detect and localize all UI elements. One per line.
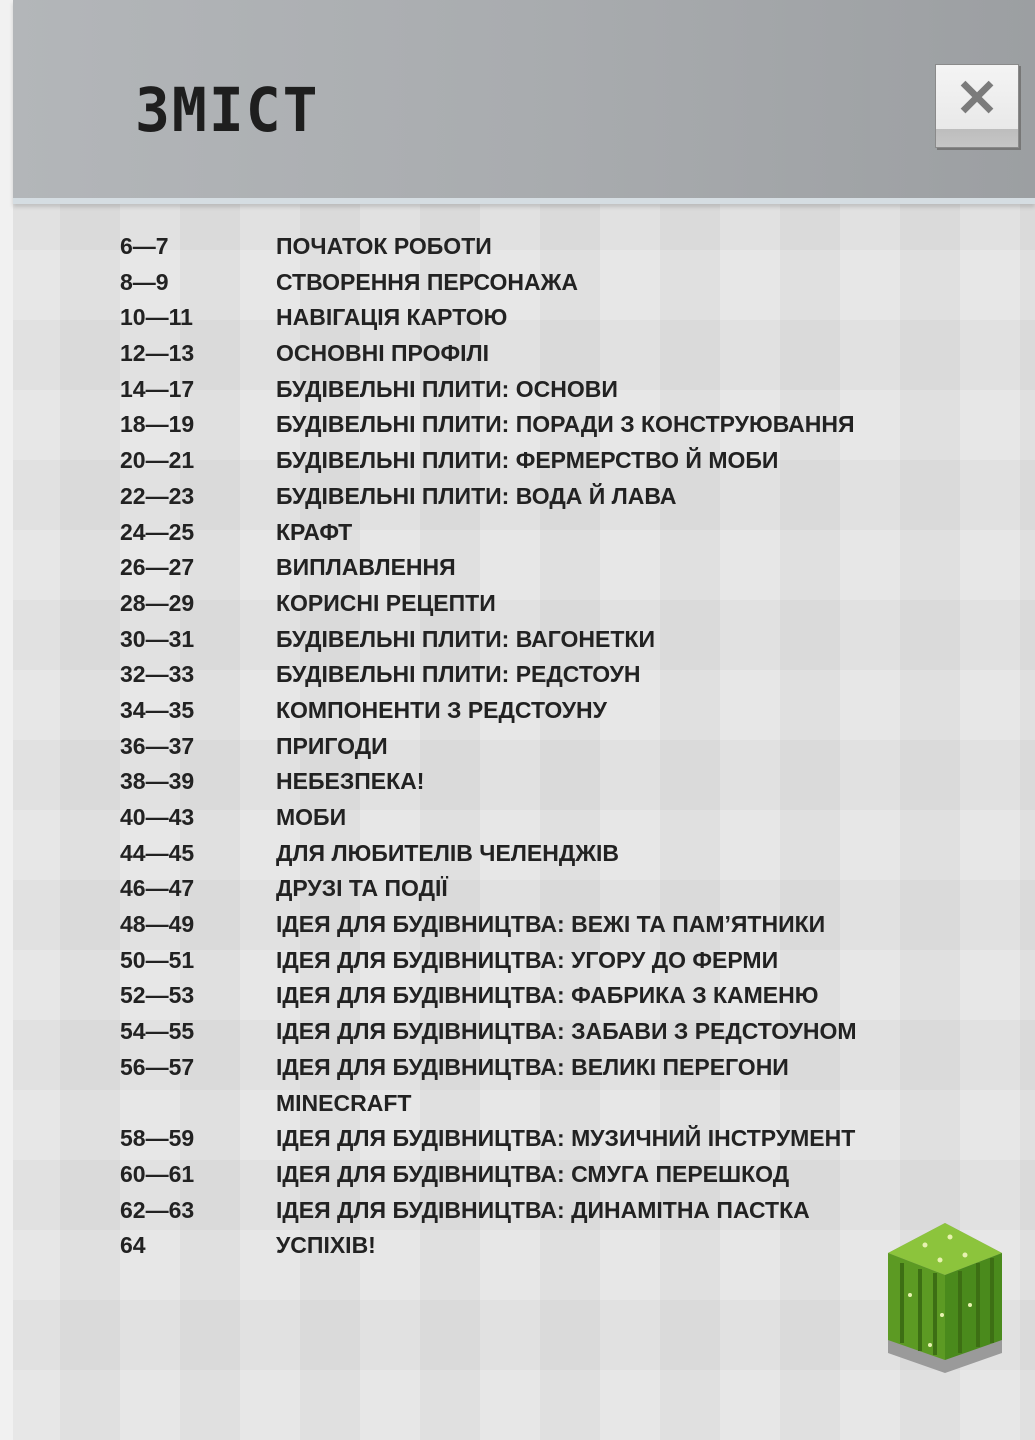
close-icon: ✕: [955, 70, 999, 128]
toc-page-range: 22—23: [120, 482, 195, 509]
toc-entry[interactable]: [120, 265, 1000, 301]
header-bar: [13, 0, 1035, 204]
toc-entry[interactable]: [120, 1193, 1000, 1229]
toc-title: ІДЕЯ ДЛЯ БУДІВНИЦТВА: ВЕЖІ ТА ПАМ’ЯТНИКИ: [276, 911, 826, 938]
toc-entry[interactable]: [120, 764, 1000, 800]
toc-title: БУДІВЕЛЬНІ ПЛИТИ: ВАГОНЕТКИ: [276, 625, 655, 652]
toc-entry[interactable]: [120, 1121, 1000, 1157]
toc-page-range: [120, 1086, 276, 1122]
toc-page-range: 18—19: [120, 411, 195, 438]
toc-title: КРАФТ: [276, 518, 353, 545]
toc-title: БУДІВЕЛЬНІ ПЛИТИ: ПОРАДИ З КОНСТРУЮВАННЯ: [276, 411, 855, 438]
toc-entry[interactable]: [120, 407, 1000, 443]
toc-title: ІДЕЯ ДЛЯ БУДІВНИЦТВА: ДИНАМІТНА ПАСТКА: [276, 1196, 810, 1223]
toc-title: ОСНОВНІ ПРОФІЛІ: [276, 340, 490, 367]
close-button[interactable]: [935, 64, 1019, 148]
toc-title: ІДЕЯ ДЛЯ БУДІВНИЦТВА: МУЗИЧНИЙ ІНСТРУМЕНТ: [276, 1125, 856, 1152]
toc-entry[interactable]: [120, 907, 1000, 943]
toc-entry[interactable]: [120, 800, 1000, 836]
toc-page-range: 26—27: [120, 554, 195, 581]
toc-entry[interactable]: [120, 657, 1000, 693]
toc-entry[interactable]: [120, 336, 1000, 372]
toc-title: УСПІХІВ!: [276, 1232, 376, 1259]
toc-page-range: 6—7: [120, 233, 169, 259]
toc-entry[interactable]: [120, 871, 1000, 907]
toc-entry[interactable]: [120, 622, 1000, 658]
toc-title: КОМПОНЕНТИ З РЕДСТОУНУ: [276, 696, 607, 723]
toc-page-range: 50—51: [120, 946, 195, 973]
toc-title: ДЛЯ ЛЮБИТЕЛІВ ЧЕЛЕНДЖІВ: [276, 839, 620, 866]
toc-title: ВИПЛАВЛЕННЯ: [276, 554, 456, 581]
toc-entry[interactable]: [120, 1228, 1000, 1264]
toc-entry[interactable]: [120, 515, 1000, 551]
toc-page-range: 12—13: [120, 340, 195, 367]
toc-title: БУДІВЕЛЬНІ ПЛИТИ: ФЕРМЕРСТВО Й МОБИ: [276, 447, 779, 474]
toc-title: ДРУЗІ ТА ПОДІЇ: [276, 875, 448, 902]
toc-entry[interactable]: [120, 943, 1000, 979]
toc-title: БУДІВЕЛЬНІ ПЛИТИ: РЕДСТОУН: [276, 661, 641, 688]
toc-title: ПРИГОДИ: [276, 732, 388, 759]
toc-entry[interactable]: [120, 586, 1000, 622]
toc-page-range: 48—49: [120, 911, 195, 938]
toc-page-range: 64: [120, 1232, 146, 1259]
toc-page-range: 32—33: [120, 661, 195, 688]
toc-entry[interactable]: [120, 1086, 1000, 1122]
toc-entry[interactable]: [120, 978, 1000, 1014]
toc-page-range: 44—45: [120, 839, 195, 866]
toc-page-range: 46—47: [120, 875, 195, 902]
toc-page-range: 8—9: [120, 268, 169, 295]
toc-title: НЕБЕЗПЕКА!: [276, 768, 425, 795]
toc-entry[interactable]: [120, 300, 1000, 336]
toc-page-range: 40—43: [120, 804, 195, 830]
toc-page-range: 34—35: [120, 696, 195, 723]
toc-page-range: 24—25: [120, 518, 195, 545]
toc-entry[interactable]: [120, 372, 1000, 408]
toc-title: ІДЕЯ ДЛЯ БУДІВНИЦТВА: ФАБРИКА З КАМЕНЮ: [276, 982, 819, 1009]
toc-page-range: 62—63: [120, 1196, 195, 1223]
page-title: ЗМІСТ: [135, 74, 320, 146]
toc-title: МОБИ: [276, 804, 347, 830]
toc-title: СТВОРЕННЯ ПЕРСОНАЖА: [276, 268, 579, 295]
toc-entry[interactable]: [120, 443, 1000, 479]
toc-entry[interactable]: [120, 1050, 1000, 1086]
toc-title: НАВІГАЦІЯ КАРТОЮ: [276, 304, 508, 331]
toc-entry[interactable]: [120, 1014, 1000, 1050]
toc-entry[interactable]: [120, 229, 1000, 265]
toc-entry[interactable]: [120, 479, 1000, 515]
toc-entry[interactable]: [120, 1157, 1000, 1193]
toc-entry[interactable]: [120, 550, 1000, 586]
toc-page-range: 58—59: [120, 1125, 195, 1152]
toc-title: ІДЕЯ ДЛЯ БУДІВНИЦТВА: ВЕЛИКІ ПЕРЕГОНИ: [276, 1053, 789, 1080]
toc-page-range: 30—31: [120, 625, 195, 652]
toc-title: ІДЕЯ ДЛЯ БУДІВНИЦТВА: СМУГА ПЕРЕШКОД: [276, 1160, 790, 1187]
toc-entry[interactable]: [120, 693, 1000, 729]
toc-title: ПОЧАТОК РОБОТИ: [276, 233, 492, 259]
toc-page-range: 28—29: [120, 589, 195, 616]
toc-entry[interactable]: [120, 729, 1000, 765]
toc-page-range: 38—39: [120, 768, 195, 795]
toc-title: БУДІВЕЛЬНІ ПЛИТИ: ВОДА Й ЛАВА: [276, 482, 677, 509]
toc-title: БУДІВЕЛЬНІ ПЛИТИ: ОСНОВИ: [276, 375, 618, 402]
toc-page-range: 56—57: [120, 1053, 195, 1080]
page-edge: [0, 0, 13, 1440]
toc-title: КОРИСНІ РЕЦЕПТИ: [276, 589, 496, 616]
toc-page-range: 60—61: [120, 1160, 195, 1187]
toc-page-range: 20—21: [120, 447, 195, 474]
toc-page-range: 36—37: [120, 732, 195, 759]
toc-title: ІДЕЯ ДЛЯ БУДІВНИЦТВА: УГОРУ ДО ФЕРМИ: [276, 946, 779, 973]
toc-entry[interactable]: [120, 836, 1000, 872]
toc-page-range: 14—17: [120, 375, 195, 402]
table-of-contents: [120, 229, 1000, 1264]
toc-page-range: 10—11: [120, 304, 193, 331]
toc-page-range: 54—55: [120, 1018, 195, 1045]
cactus-block-icon: [880, 1215, 1010, 1380]
toc-page-range: 52—53: [120, 982, 195, 1009]
toc-title: MINECRAFT: [276, 1089, 412, 1116]
toc-title: ІДЕЯ ДЛЯ БУДІВНИЦТВА: ЗАБАВИ З РЕДСТОУНОМ: [276, 1018, 857, 1045]
